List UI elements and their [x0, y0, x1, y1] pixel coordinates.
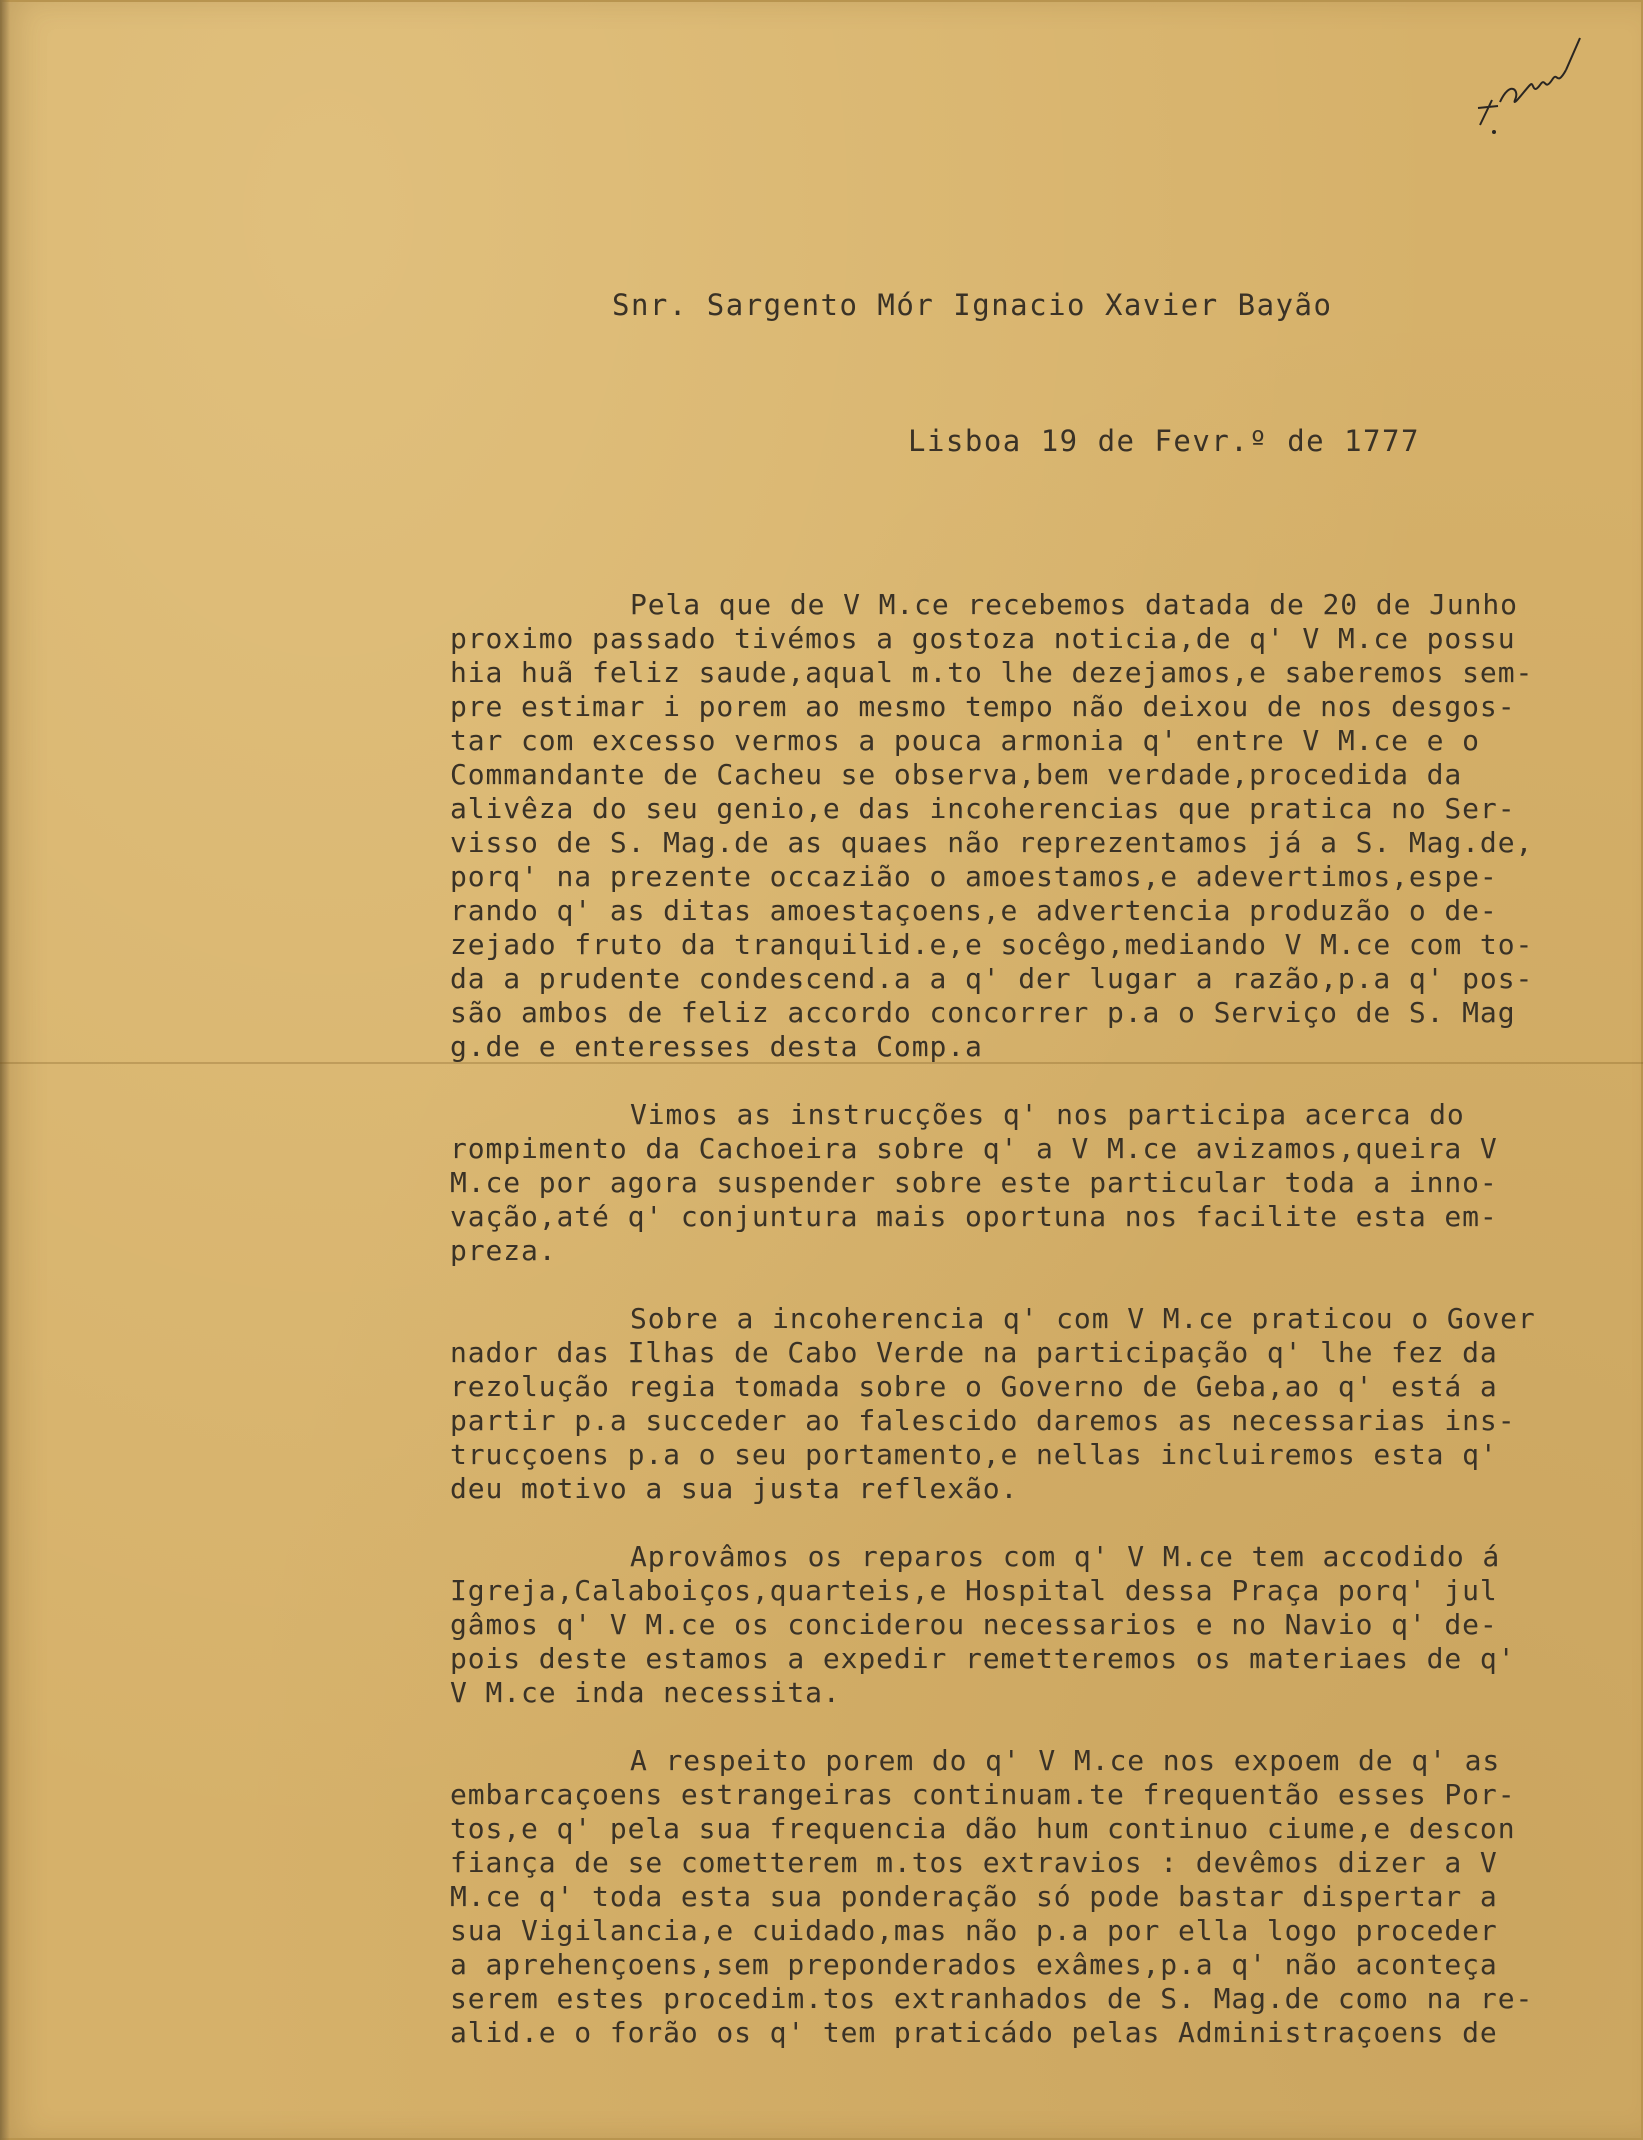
text-line: fiança de se cometterem m.tos extravios : devêmos dizer a V	[450, 1846, 1498, 1879]
text-line: Vimos as instrucções q' nos participa acerca do	[630, 1098, 1465, 1131]
text-line: da a prudente condescend.a a q' der lugar a razão,p.a q' pos-	[450, 962, 1534, 995]
paragraph-2	[450, 1098, 1610, 1268]
handwritten-signature	[1470, 30, 1590, 140]
text-line: V M.ce inda necessita.	[450, 1676, 841, 1709]
paragraph-3	[450, 1302, 1610, 1506]
text-line: hia huã feliz saude,aqual m.to lhe dezejamos,e saberemos sem-	[450, 656, 1534, 689]
text-line: A respeito porem do q' V M.ce nos expoem de q' as	[630, 1744, 1501, 1777]
page-edge-shadow	[0, 0, 10, 2140]
date-line: Lisboa 19 de Fevr.º de 1777	[908, 424, 1420, 458]
text-line: pre estimar i porem ao mesmo tempo não deixou de nos desgos-	[450, 690, 1516, 723]
text-line: porq' na prezente occazião o amoestamos,e adevertimos,espe-	[450, 860, 1498, 893]
text-line: visso de S. Mag.de as quaes não reprezentamos já a S. Mag.de,	[450, 826, 1534, 859]
text-line: Pela que de V M.ce recebemos datada de 20 de Junho	[630, 588, 1518, 621]
text-line: embarcaçoens estrangeiras continuam.te frequentão esses Por-	[450, 1778, 1516, 1811]
paragraph-1	[450, 588, 1610, 1064]
text-line: M.ce q' toda esta sua ponderação só pode bastar dispertar a	[450, 1880, 1498, 1913]
text-line: g.de e enteresses desta Comp.a	[450, 1030, 983, 1063]
text-line: Sobre a incoherencia q' com V M.ce praticou o Gover	[630, 1302, 1536, 1335]
text-line: trucçoens p.a o seu portamento,e nellas incluiremos esta q'	[450, 1438, 1498, 1471]
text-line: rezolução regia tomada sobre o Governo de Geba,ao q' está a	[450, 1370, 1498, 1403]
text-line: preza.	[450, 1234, 557, 1267]
text-line: a aprehençoens,sem preponderados exâmes,p.a q' não aconteça	[450, 1948, 1498, 1981]
text-line: vação,até q' conjuntura mais oportuna nos facilite esta em-	[450, 1200, 1498, 1233]
text-line: pois deste estamos a expedir remetteremos os materiaes de q'	[450, 1642, 1516, 1675]
text-line: alivêza do seu genio,e das incoherencias que pratica no Ser-	[450, 792, 1516, 825]
text-line: sua Vigilancia,e cuidado,mas não p.a por ella logo proceder	[450, 1914, 1498, 1947]
text-line: zejado fruto da tranquilid.e,e socêgo,mediando V M.ce com to-	[450, 928, 1534, 961]
text-line: tar com excesso vermos a pouca armonia q' entre V M.ce e o	[450, 724, 1480, 757]
paragraph-5	[450, 1744, 1610, 2050]
addressee-line: Snr. Sargento Mór Ignacio Xavier Bayão	[612, 288, 1333, 322]
text-line: nador das Ilhas de Cabo Verde na participação q' lhe fez da	[450, 1336, 1498, 1369]
text-line: rando q' as ditas amoestaçoens,e advertencia produzão o de-	[450, 894, 1498, 927]
text-line: tos,e q' pela sua frequencia dão hum continuo ciume,e descon	[450, 1812, 1516, 1845]
text-line: gâmos q' V M.ce os conciderou necessarios e no Navio q' de-	[450, 1608, 1498, 1641]
text-line: M.ce por agora suspender sobre este particular toda a inno-	[450, 1166, 1498, 1199]
text-line: deu motivo a sua justa reflexão.	[450, 1472, 1019, 1505]
text-line: serem estes procedim.tos extranhados de S. Mag.de como na re-	[450, 1982, 1534, 2015]
text-line: Commandante de Cacheu se observa,bem verdade,procedida da	[450, 758, 1463, 791]
paragraph-4	[450, 1540, 1610, 1710]
text-line: alid.e o forão os q' tem praticádo pelas Administraçoens de	[450, 2016, 1498, 2049]
letter-body	[450, 588, 1610, 2084]
text-line: Aprovâmos os reparos com q' V M.ce tem accodido á	[630, 1540, 1501, 1573]
text-line: rompimento da Cachoeira sobre q' a V M.ce avizamos,queira V	[450, 1132, 1498, 1165]
text-line: Igreja,Calaboiços,quarteis,e Hospital dessa Praça porq' jul	[450, 1574, 1498, 1607]
text-line: proximo passado tivémos a gostoza noticia,de q' V M.ce possu	[450, 622, 1516, 655]
text-line: são ambos de feliz accordo concorrer p.a o Serviço de S. Mag	[450, 996, 1516, 1029]
text-line: partir p.a succeder ao falescido daremos as necessarias ins-	[450, 1404, 1516, 1437]
